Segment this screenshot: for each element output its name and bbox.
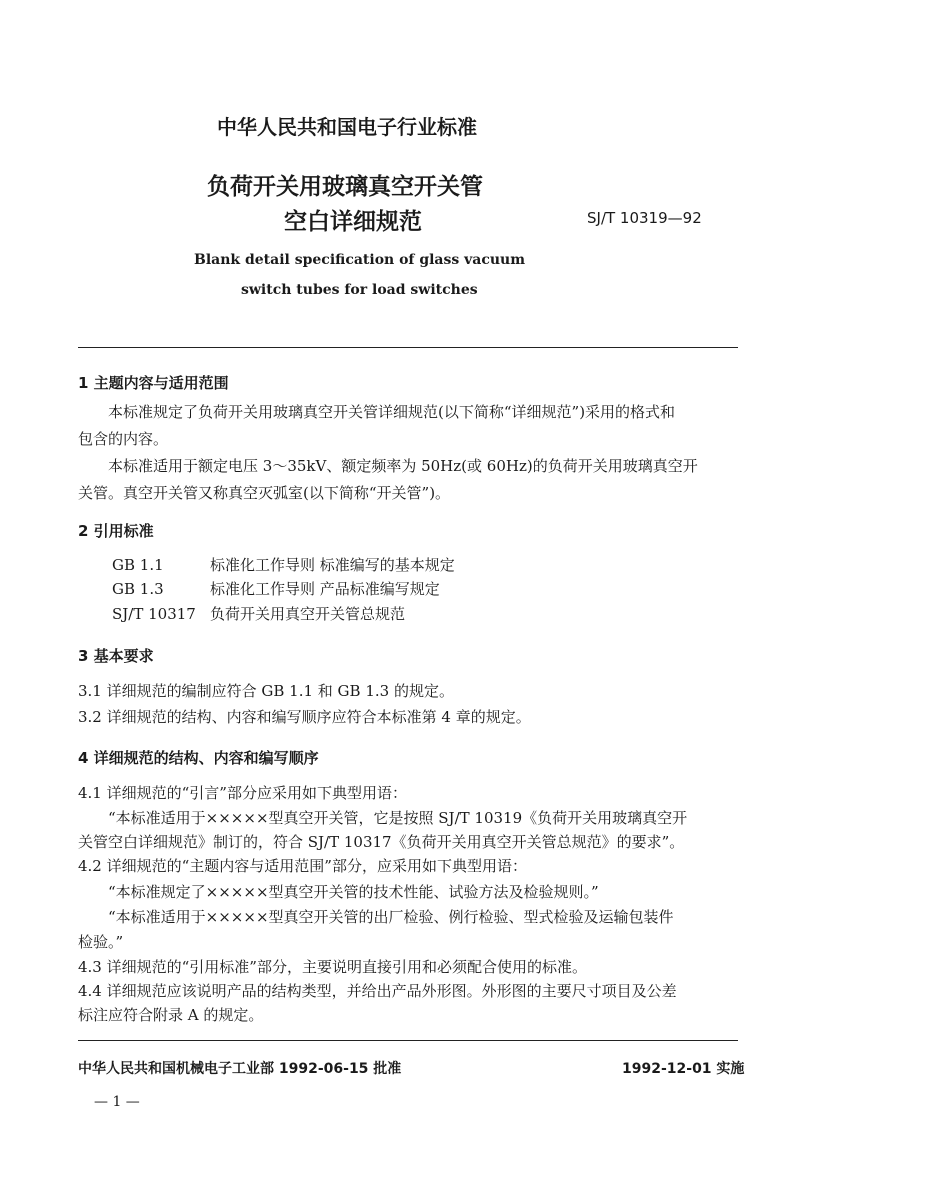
section-4-heading: 4 详细规范的结构、内容和编写顺序	[78, 749, 319, 767]
clause-4-2-quote-1: “本标准规定了×××××型真空开关管的技术性能、试验方法及检验规则。”	[108, 883, 599, 901]
reference-item	[112, 582, 440, 597]
section-1-para-1-line-1: 本标准规定了负荷开关用玻璃真空开关管详细规范(以下简称“详细规范”)采用的格式和	[108, 403, 676, 421]
section-1-para-2-line-1: 本标准适用于额定电压 3～35kV、额定频率为 50Hz(或 60Hz)的负荷开关用玻璃真空开	[108, 457, 698, 475]
english-title-line-1: Blank detail specification of glass vacuum	[194, 252, 526, 268]
reference-title: 标准化工作导则 产品标准编写规定	[210, 580, 440, 598]
org-title: 中华人民共和国电子行业标准	[217, 115, 477, 139]
clause-3-1: 3.1 详细规范的编制应符合 GB 1.1 和 GB 1.3 的规定。	[78, 682, 454, 700]
approval-statement: 中华人民共和国机械电子工业部 1992-06-15 批准	[78, 1061, 402, 1077]
clause-4-4-line-1: 4.4 详细规范应该说明产品的结构类型，并给出产品外形图。外形图的主要尺寸项目及公差	[78, 982, 677, 1000]
reference-code: GB 1.3	[112, 580, 164, 598]
clause-4-4-line-2: 标注应符合附录 A 的规定。	[78, 1006, 264, 1024]
reference-item	[112, 558, 455, 573]
clause-4-2: 4.2 详细规范的“主题内容与适用范围”部分，应采用如下典型用语：	[78, 857, 527, 875]
english-title-line-2: switch tubes for load switches	[241, 282, 478, 298]
section-1-para-2-line-2: 关管。真空开关管又称真空灭弧室(以下简称“开关管”)。	[78, 484, 451, 502]
section-2-heading: 2 引用标准	[78, 522, 154, 540]
reference-item	[112, 607, 405, 622]
reference-code: SJ/T 10317	[112, 605, 196, 623]
section-1-heading: 1 主题内容与适用范围	[78, 374, 229, 392]
footer-divider	[78, 1040, 738, 1041]
clause-4-1-quote-line-2: 关管空白详细规范》制订的，符合 SJ/T 10317《负荷开关用真空开关管总规范》的要求”。	[78, 833, 685, 851]
page-number: — 1 —	[94, 1094, 140, 1110]
effective-date: 1992-12-01 实施	[622, 1061, 745, 1077]
reference-title: 负荷开关用真空开关管总规范	[210, 605, 406, 623]
clause-4-1: 4.1 详细规范的“引言”部分应采用如下典型用语：	[78, 784, 407, 802]
clause-3-2: 3.2 详细规范的结构、内容和编写顺序应符合本标准第 4 章的规定。	[78, 708, 531, 726]
title-line-1: 负荷开关用玻璃真空开关管	[207, 174, 483, 200]
clause-4-1-quote-line-1: “本标准适用于×××××型真空开关管，它是按照 SJ/T 10319《负荷开关用玻璃真空开	[108, 809, 688, 827]
clause-4-2-quote-2-line-1: “本标准适用于×××××型真空开关管的出厂检验、例行检验、型式检验及运输包装件	[108, 908, 674, 926]
reference-code: GB 1.1	[112, 556, 164, 574]
reference-title: 标准化工作导则 标准编写的基本规定	[210, 556, 455, 574]
clause-4-2-quote-2-line-2: 检验。”	[78, 933, 124, 951]
header-divider	[78, 347, 738, 348]
clause-4-3: 4.3 详细规范的“引用标准”部分，主要说明直接引用和必须配合使用的标准。	[78, 958, 587, 976]
section-1-para-1-line-2: 包含的内容。	[78, 430, 169, 448]
title-line-2: 空白详细规范	[284, 209, 422, 235]
section-3-heading: 3 基本要求	[78, 647, 154, 665]
standard-code: SJ/T 10319—92	[587, 209, 702, 227]
